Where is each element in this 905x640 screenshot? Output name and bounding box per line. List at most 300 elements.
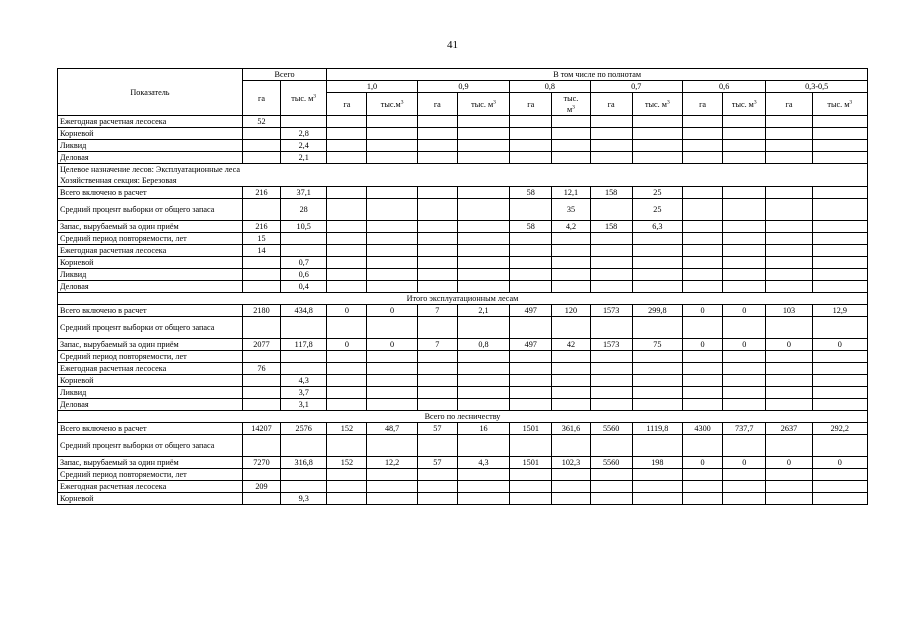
table-cell: 0 [766,457,812,469]
table-cell: 0 [327,305,367,317]
table-cell: 152 [327,457,367,469]
table-cell [281,363,327,375]
table-cell: 35 [552,199,590,221]
table-row [58,293,868,305]
table-cell [682,140,722,152]
table-cell [682,281,722,293]
table-cell: 0 [682,339,722,351]
table-cell: 1573 [590,339,632,351]
table-cell [457,363,509,375]
table-cell [242,435,280,457]
table-cell [632,233,682,245]
table-cell: 2,4 [281,140,327,152]
table-row [58,469,868,481]
table-cell: 42 [552,339,590,351]
table-cell [682,351,722,363]
table-cell: 52 [242,116,280,128]
table-cell: 1119,8 [632,423,682,435]
table-cell [510,387,552,399]
table-cell [457,281,509,293]
table-cell [367,221,417,233]
table-cell [281,116,327,128]
table-cell [242,281,280,293]
table-cell [590,257,632,269]
table-cell [590,493,632,505]
table-cell [766,317,812,339]
table-cell [590,481,632,493]
table-cell [632,399,682,411]
table-cell: 198 [632,457,682,469]
table-cell [632,317,682,339]
table-cell: 7 [417,305,457,317]
table-cell [327,399,367,411]
table-cell [417,351,457,363]
table-cell: 158 [590,187,632,199]
table-cell [552,245,590,257]
table-cell [457,116,509,128]
table-cell [457,187,509,199]
table-cell [417,199,457,221]
table-cell: 1501 [510,457,552,469]
table-cell [510,269,552,281]
table-cell: 3,7 [281,387,327,399]
table-cell [766,152,812,164]
table-cell [457,351,509,363]
table-cell [417,233,457,245]
table-row [58,317,868,339]
row-label: Деловая [58,152,243,164]
table-row [58,305,868,317]
table-cell: 434,8 [281,305,327,317]
table-cell [367,351,417,363]
table-cell [766,375,812,387]
row-label: Ликвид [58,269,243,281]
table-cell: 0 [723,457,766,469]
table-cell [723,435,766,457]
table-cell [457,469,509,481]
table-cell [327,116,367,128]
table-cell [367,375,417,387]
header-m3: тыс. $м^3$ [457,93,509,116]
table-cell [510,281,552,293]
table-cell [327,221,367,233]
table-cell [457,317,509,339]
table-cell [812,116,867,128]
page-number: 41 [447,39,458,51]
table-cell: 209 [242,481,280,493]
table-cell [632,257,682,269]
table-cell [632,128,682,140]
row-label: Всего включено в расчет [58,423,243,435]
table-cell [552,435,590,457]
table-cell [812,363,867,375]
table-cell [682,152,722,164]
table-cell [812,199,867,221]
table-cell [723,221,766,233]
table-cell [327,363,367,375]
table-cell [723,187,766,199]
table-cell [367,281,417,293]
table-cell [367,128,417,140]
table-cell: 57 [417,423,457,435]
table-cell: 120 [552,305,590,317]
table-cell [682,221,722,233]
table-cell [242,140,280,152]
table-cell: 0 [723,339,766,351]
table-cell [281,233,327,245]
section-heading: Итого эксплуатационным лесам [58,293,868,305]
table-cell [417,128,457,140]
table-cell [766,269,812,281]
table-cell [552,375,590,387]
table-cell: 361,6 [552,423,590,435]
header-ha: га [590,93,632,116]
table-cell [552,351,590,363]
table-cell [766,481,812,493]
table-cell [812,481,867,493]
table-row [58,375,868,387]
table-row [58,493,868,505]
table-cell: 4,3 [457,457,509,469]
table-row [58,164,868,187]
table-cell [327,317,367,339]
table-row [58,457,868,469]
table-cell: 0 [367,339,417,351]
header-ha: га [766,93,812,116]
header-density: 0,3-0,5 [766,81,868,93]
table-cell [682,481,722,493]
table-cell: 216 [242,221,280,233]
table-cell [766,351,812,363]
table-cell [367,152,417,164]
table-cell [327,351,367,363]
table-cell [590,116,632,128]
table-cell [367,469,417,481]
row-label: Средний период повторяемости, лет [58,233,243,245]
table-row [58,221,868,233]
table-cell [632,493,682,505]
table-cell [327,152,367,164]
row-label: Всего включено в расчет [58,187,243,199]
table-cell [457,140,509,152]
table-cell [327,140,367,152]
table-cell [510,128,552,140]
table-cell [367,481,417,493]
table-cell [281,245,327,257]
table-row [58,423,868,435]
table-cell [723,469,766,481]
table-cell [682,269,722,281]
table-row [58,351,868,363]
table-cell [812,317,867,339]
table-cell [590,245,632,257]
table-cell [242,469,280,481]
table-cell [327,387,367,399]
table-cell [766,233,812,245]
table-cell [367,387,417,399]
row-label: Всего включено в расчет [58,305,243,317]
table-cell [590,140,632,152]
table-cell: 0,6 [281,269,327,281]
table-body [58,116,868,505]
table-cell [281,351,327,363]
table-cell [766,199,812,221]
table-cell [552,269,590,281]
table-cell [632,363,682,375]
table-cell [812,245,867,257]
table-cell: 1573 [590,305,632,317]
table-cell [590,469,632,481]
table-cell: 7 [417,339,457,351]
table-cell: 2576 [281,423,327,435]
table-cell [367,245,417,257]
table-cell [367,116,417,128]
table-cell [766,221,812,233]
table-cell [457,387,509,399]
table-cell [367,257,417,269]
table-cell: 12,1 [552,187,590,199]
table-cell [552,399,590,411]
table-cell: 0,7 [281,257,327,269]
table-cell [812,399,867,411]
table-cell: 2180 [242,305,280,317]
table-cell [327,199,367,221]
table-cell [590,233,632,245]
table-cell [590,317,632,339]
table-cell: 58 [510,187,552,199]
table-cell [632,116,682,128]
header-density: 0,9 [417,81,509,93]
table-row [58,481,868,493]
row-label: Запас, вырубаемый за один приём [58,457,243,469]
table-cell: 9,3 [281,493,327,505]
table-row [58,152,868,164]
table-cell: 4,3 [281,375,327,387]
table-cell: 152 [327,423,367,435]
table-cell [632,469,682,481]
table-cell [457,257,509,269]
row-label: Корневой [58,257,243,269]
table-cell [766,116,812,128]
table-cell [723,493,766,505]
table-cell [723,351,766,363]
table-cell [766,363,812,375]
table-cell: 102,3 [552,457,590,469]
table-cell: 117,8 [281,339,327,351]
table-cell [457,269,509,281]
header-density: 0,6 [682,81,765,93]
table-cell [552,257,590,269]
table-cell [457,128,509,140]
table-cell [682,245,722,257]
table-cell [590,363,632,375]
section-heading [58,164,868,187]
table-cell [417,269,457,281]
table-row [58,435,868,457]
table-cell [457,435,509,457]
table-cell [367,399,417,411]
table-cell [367,317,417,339]
table-cell: 316,8 [281,457,327,469]
table-cell [457,152,509,164]
row-label: Ликвид [58,387,243,399]
table-cell [590,387,632,399]
table-cell [510,481,552,493]
table-cell [682,387,722,399]
table-cell: 37,1 [281,187,327,199]
table-cell [242,387,280,399]
table-row [58,116,868,128]
table-cell [327,469,367,481]
header-m3: тыс. $м^3$ [632,93,682,116]
row-label: Ежегодная расчетная лесосека [58,245,243,257]
table-cell [510,363,552,375]
table-cell: 737,7 [723,423,766,435]
table-cell [417,317,457,339]
table-cell [766,387,812,399]
table-cell [682,187,722,199]
table-cell: 0 [682,305,722,317]
table-cell [590,199,632,221]
table-cell [812,221,867,233]
table-cell: 0 [327,339,367,351]
table-cell [457,233,509,245]
table-cell [723,116,766,128]
row-label: Средний процент выборки от общего запаса [58,199,243,221]
table-row [58,128,868,140]
row-label: Ликвид [58,140,243,152]
table-cell [510,245,552,257]
table-cell [417,387,457,399]
table-row [58,363,868,375]
row-label: Средний процент выборки от общего запаса [58,435,243,457]
table-cell [766,257,812,269]
table-cell [590,435,632,457]
table-cell [632,281,682,293]
table-cell [552,317,590,339]
table-cell [682,116,722,128]
table-cell [682,233,722,245]
table-cell [242,199,280,221]
table-cell: 0 [812,457,867,469]
table-cell [682,399,722,411]
table-cell: 58 [510,221,552,233]
table-row [58,339,868,351]
table-cell [327,281,367,293]
row-label: Корневой [58,375,243,387]
table-cell: 16 [457,423,509,435]
table-cell [327,245,367,257]
table-cell [417,281,457,293]
table-cell: 10,5 [281,221,327,233]
table-cell: 7270 [242,457,280,469]
table-row [58,199,868,221]
table-cell: 12,2 [367,457,417,469]
table-header [58,69,868,116]
table-cell [242,399,280,411]
table-cell [281,469,327,481]
table-cell [327,493,367,505]
table-cell [812,128,867,140]
table-cell [723,257,766,269]
table-cell [723,375,766,387]
table-cell [367,269,417,281]
section-heading: Всего по лесничеству [58,411,868,423]
table-cell [723,387,766,399]
table-cell [417,363,457,375]
table-cell [510,317,552,339]
table-cell [242,128,280,140]
table-cell [242,375,280,387]
table-cell [766,435,812,457]
table-cell [766,469,812,481]
table-cell [812,351,867,363]
table-cell [552,128,590,140]
table-cell [281,435,327,457]
table-cell [682,363,722,375]
table-cell: 76 [242,363,280,375]
table-cell [723,281,766,293]
table-cell [682,128,722,140]
table-cell [812,435,867,457]
table-cell [632,152,682,164]
table-cell: 4300 [682,423,722,435]
header-ha: га [327,93,367,116]
table-cell: 0 [367,305,417,317]
table-cell: 216 [242,187,280,199]
table-cell [812,257,867,269]
table-cell: 2,1 [281,152,327,164]
table-row [58,269,868,281]
table-cell: 0 [682,457,722,469]
table-cell [590,351,632,363]
table-cell [766,128,812,140]
table-row [58,387,868,399]
table-cell [682,469,722,481]
table-cell [242,351,280,363]
table-cell [590,281,632,293]
table-cell [552,281,590,293]
table-cell [552,481,590,493]
table-cell [552,363,590,375]
table-row [58,411,868,423]
table-cell: 0,8 [457,339,509,351]
table-cell [723,199,766,221]
table-cell [457,375,509,387]
table-cell [367,493,417,505]
table-cell [632,140,682,152]
table-cell: 1501 [510,423,552,435]
table-cell [327,187,367,199]
table-cell [682,435,722,457]
table-cell [281,481,327,493]
table-cell [812,152,867,164]
table-row [58,233,868,245]
row-label: Запас, вырубаемый за один приём [58,339,243,351]
table-cell [682,199,722,221]
table-cell [723,481,766,493]
section-heading-line: Целевое назначение лесов: Эксплуатационные леса [60,165,241,174]
table-cell [242,257,280,269]
table-cell: 0 [812,339,867,351]
header-m3: тыс. $м^3$ [552,93,590,116]
table-cell [242,317,280,339]
table-cell [766,281,812,293]
table-cell: 2637 [766,423,812,435]
table-cell [766,187,812,199]
table-cell [327,257,367,269]
table-row [58,140,868,152]
